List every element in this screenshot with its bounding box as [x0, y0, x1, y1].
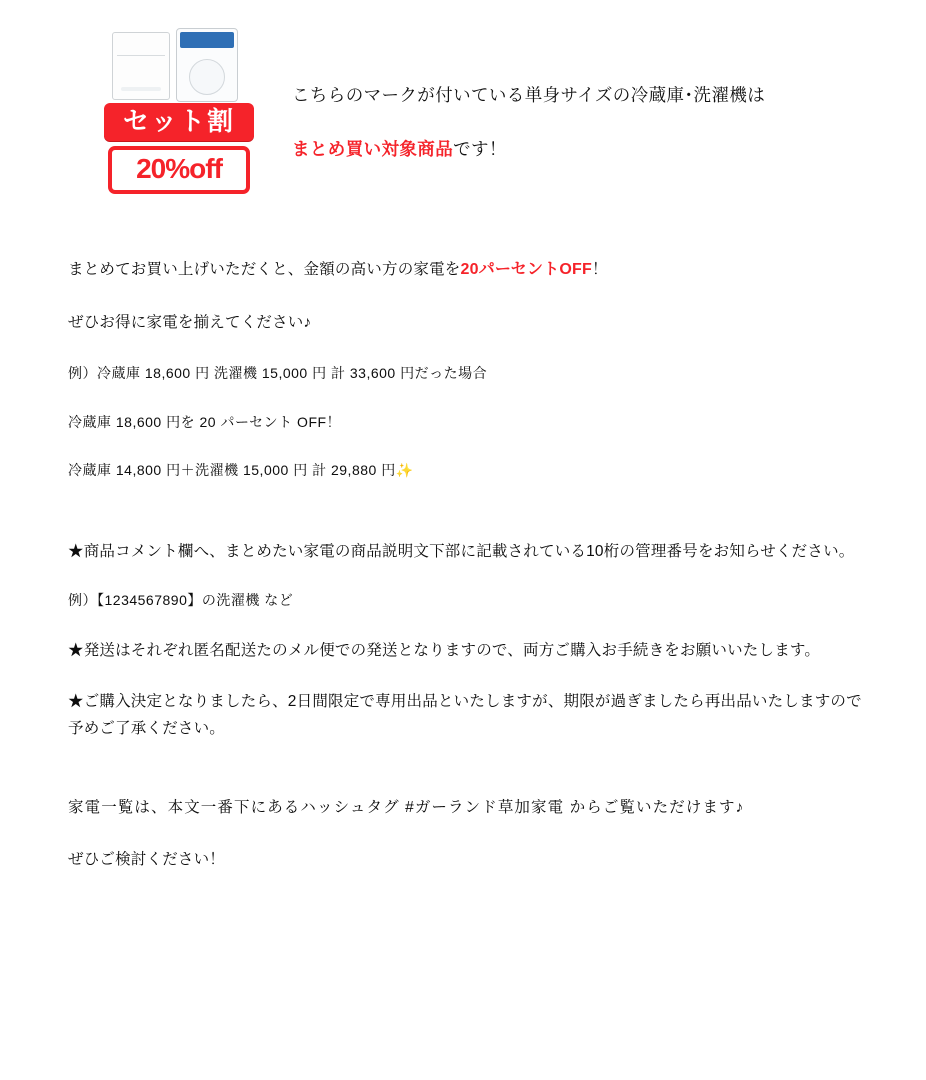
percent-off-label: 20%off: [108, 146, 250, 194]
set-discount-label: セット割: [104, 103, 254, 141]
refrigerator-icon: [112, 32, 170, 100]
note-comment-paragraph: ★商品コメント欄へ、まとめたい家電の商品説明文下部に記載されている10桁の管理番号をお知らせください。: [68, 542, 855, 560]
intro-paragraph: [68, 258, 868, 283]
set-discount-badge: [104, 103, 254, 194]
note-comment-example-paragraph: 例）【1234567890】の洗濯機 など: [68, 591, 294, 608]
appliance-illustration: [112, 28, 262, 103]
sparkle-icon: ✨: [395, 462, 414, 479]
hashtag-paragraph: 家電一覧は、本文一番下にあるハッシュタグ #ガーランド草加家電 からご覧いただけます♪: [68, 799, 745, 817]
washing-machine-icon: [176, 28, 238, 102]
example-result-text: 冷蔵庫 14,800 円＋洗濯機 15,000 円 計 29,880 円: [68, 462, 396, 479]
header-line-2-tail: です！: [453, 139, 507, 159]
spacer-2: [68, 766, 868, 796]
washer-drum: [189, 59, 225, 95]
example-discount-paragraph: 冷蔵庫 18,600 円を 20 パーセント OFF！: [68, 413, 342, 430]
spacer: [68, 509, 868, 539]
body-copy: [68, 258, 868, 900]
intro-after-text: ！: [592, 261, 608, 278]
note-shipping-paragraph: ★発送はそれぞれ匿名配送たのメル便での発送となりますので、両方ご購入お手続きをお願いいたします。: [68, 642, 821, 660]
example-result-paragraph: [68, 460, 868, 482]
example-total-paragraph: 例）冷蔵庫 18,600 円 洗濯機 15,000 円 計 33,600 円だった場合: [68, 364, 488, 381]
note-reserve-paragraph: ★ご購入決定となりましたら、2日間限定で専用出品といたしますが、期限が過ぎましたら再出品いたしますので予めご了承ください。: [68, 692, 862, 737]
intro-emphasis-text: 20パーセントOFF: [460, 261, 592, 278]
header-line-2-emphasis: まとめ買い対象商品: [292, 139, 454, 159]
promo-header: [0, 0, 926, 215]
header-line-1: こちらのマークが付いている単身サイズの冷蔵庫･洗濯機は: [292, 85, 766, 105]
header-text-block: [292, 82, 892, 161]
header-line-2: [292, 136, 892, 161]
intro-before-text: まとめてお買い上げいただくと、金額の高い方の家電を: [68, 261, 461, 278]
encourage-paragraph: ぜひお得に家電を揃えてください♪: [68, 313, 312, 331]
closing-paragraph: ぜひご検討ください！: [68, 851, 226, 869]
washer-lid: [180, 32, 234, 48]
